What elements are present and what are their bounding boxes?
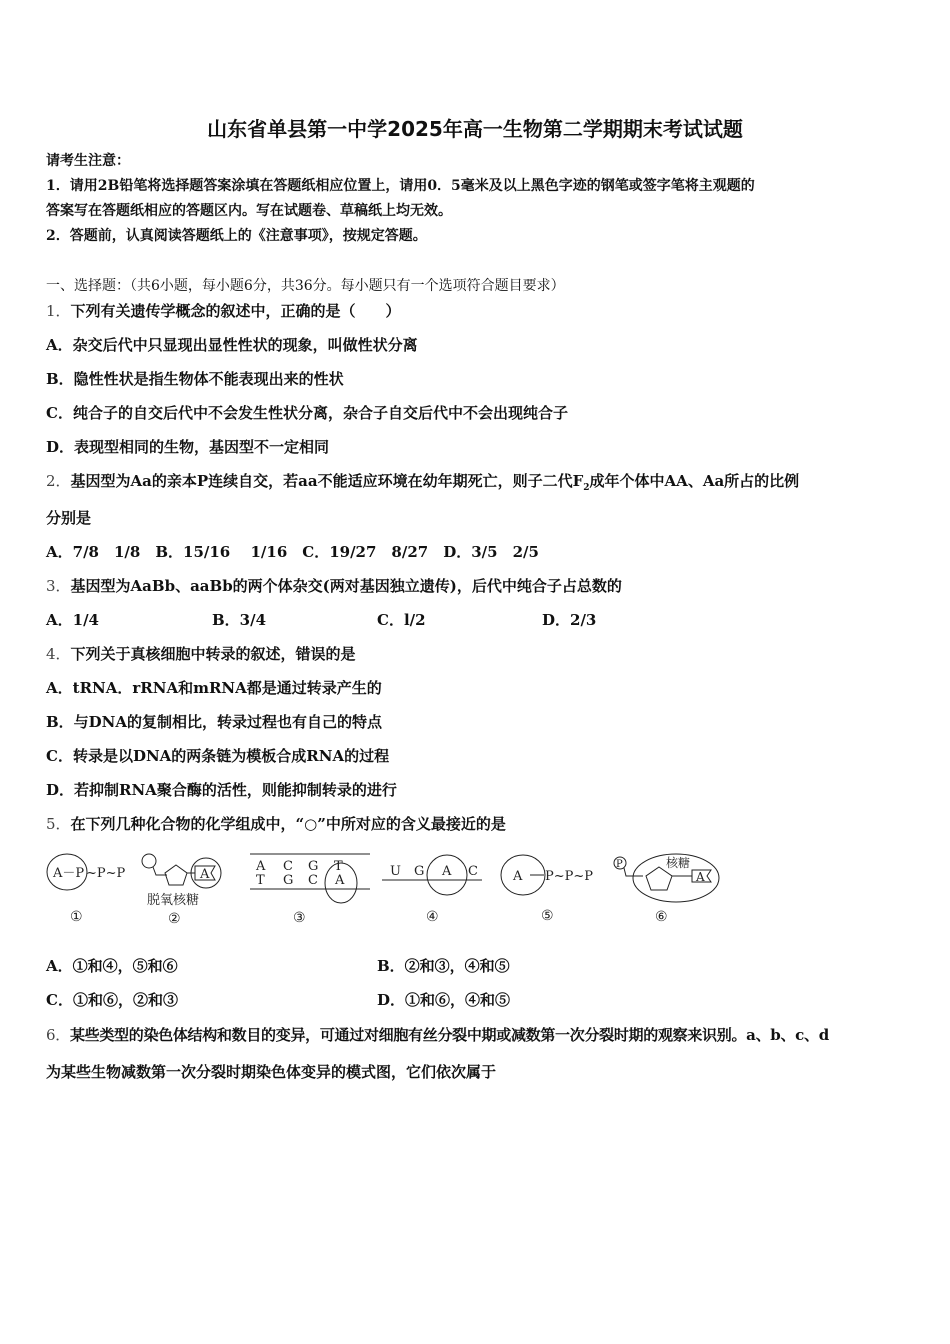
option: B．②和③，④和⑤ (377, 957, 510, 975)
question-stem: 分别是 (46, 509, 92, 527)
option: A．①和④，⑤和⑥ (46, 957, 178, 975)
option: A．1/4 (46, 611, 99, 629)
option: B．与DNA的复制相比，转录过程也有自己的特点 (46, 713, 383, 731)
notice-heading: 请考生注意： (46, 153, 130, 169)
svg-text:A－P: A－P (53, 866, 85, 881)
option: A．7/8 1/8 B．15/16 1/16 C．19/27 8/27 D．3/5 2/5 (46, 543, 539, 561)
figure-2 (142, 854, 221, 927)
question-stem: 基因型为AaBb、aaBb的两个体杂交(两对基因独立遗传)，后代中纯合子占总数的 (70, 577, 622, 595)
svg-text:脱氧核糖: 脱氧核糖 (147, 893, 200, 908)
option: C．转录是以DNA的两条链为模板合成RNA的过程 (46, 747, 390, 765)
question-stem: 为某些生物减数第一次分裂时期染色体变异的模式图，它们依次属于 (46, 1063, 497, 1081)
svg-text:A: A (513, 869, 523, 884)
svg-text:U: U (390, 864, 401, 879)
question-4 (46, 644, 356, 664)
svg-text:A: A (256, 859, 266, 874)
page-title: 山东省单县第一中学2025年高一生物第二学期期末考试试题 (207, 117, 743, 141)
svg-text:③: ③ (293, 910, 306, 926)
option: C．①和⑥，②和③ (46, 991, 178, 1009)
svg-text:核糖: 核糖 (666, 856, 691, 870)
svg-text:P~P~P: P~P~P (545, 869, 594, 884)
svg-text:A: A (200, 867, 210, 882)
option: A．tRNA．rRNA和mRNA都是通过转录产生的 (46, 679, 382, 697)
option: B．隐性性状是指生物体不能表现出来的性状 (46, 370, 344, 388)
svg-text:C: C (468, 864, 478, 879)
svg-text:⑤: ⑤ (541, 908, 554, 924)
question-stem: 某些类型的染色体结构和数目的变异，可通过对细胞有丝分裂中期或减数第一次分裂时期的观察来识别。a、b、c、d (69, 1026, 829, 1044)
svg-text:~P~P: ~P~P (86, 866, 126, 881)
svg-text:②: ② (168, 911, 181, 927)
question-2 (46, 471, 799, 498)
question-stem: 基因型为Aa的亲本P连续自交，若aa不能适应环境在幼年期死亡，则子二代F (70, 472, 584, 490)
question-stem: 在下列几种化合物的化学组成中，“○”中所对应的含义最接近的是 (70, 815, 506, 833)
question-number: 6． (46, 1026, 70, 1044)
question-1 (46, 301, 401, 321)
svg-text:⑥: ⑥ (655, 909, 668, 925)
question-stem: 下列关于真核细胞中转录的叙述，错误的是 (70, 645, 356, 663)
figure-5 (501, 855, 593, 924)
svg-text:T: T (334, 859, 343, 874)
section-heading: 一、选择题：（共6小题，每小题6分，共36分。每小题只有一个选项符合题目要求） (46, 278, 565, 294)
svg-text:G: G (283, 873, 294, 888)
option: B．3/4 (212, 611, 267, 629)
svg-text:①: ① (70, 909, 83, 925)
notice-line: 答案写在答题纸相应的答题区内。写在试题卷、草稿纸上均无效。 (46, 203, 452, 219)
svg-text:C: C (308, 873, 318, 888)
question-number: 4． (46, 645, 71, 663)
svg-text:A: A (442, 864, 452, 879)
svg-text:T: T (256, 873, 265, 888)
svg-text:A: A (696, 870, 705, 884)
figure-6 (614, 854, 719, 925)
notice-line: 1．请用2B铅笔将选择题答案涂填在答题纸相应位置上，请用0．5毫米及以上黑色字迹的钢笔或签字笔将主观题的 (46, 178, 755, 194)
figure-1 (47, 854, 126, 925)
figure-4 (382, 855, 482, 925)
question-stem: 下列有关遗传学概念的叙述中，正确的是（ ） (70, 302, 401, 320)
option: A．杂交后代中只显现出显性性状的现象，叫做性状分离 (46, 336, 418, 354)
option: D．①和⑥，④和⑤ (377, 991, 511, 1009)
question-6 (46, 1025, 829, 1045)
notice-line: 2．答题前，认真阅读答题纸上的《注意事项》，按规定答题。 (46, 228, 427, 244)
question-3 (46, 576, 622, 596)
question-5 (46, 814, 506, 834)
svg-text:A: A (335, 873, 345, 888)
question-number: 1． (46, 302, 71, 320)
question-number: 5． (46, 815, 71, 833)
svg-text:G: G (308, 859, 319, 874)
option: C．纯合子的自交后代中不会发生性状分离，杂合子自交后代中不会出现纯合子 (46, 404, 568, 422)
svg-text:④: ④ (426, 909, 439, 925)
svg-text:G: G (414, 864, 425, 879)
option: C．l/2 (377, 611, 426, 629)
subscript: 2 (583, 483, 590, 493)
option: D．若抑制RNA聚合酶的活性，则能抑制转录的进行 (46, 781, 397, 799)
compound-figure (40, 845, 730, 930)
option: D．2/3 (542, 611, 597, 629)
figure-3 (250, 854, 370, 926)
question-number: 3． (46, 577, 71, 595)
question-stem: 成年个体中AA、Aa所占的比例 (589, 472, 800, 490)
svg-text:C: C (283, 859, 293, 874)
svg-text:P: P (616, 859, 623, 870)
question-number: 2． (46, 472, 71, 490)
option: D．表现型相同的生物，基因型不一定相同 (46, 438, 330, 456)
